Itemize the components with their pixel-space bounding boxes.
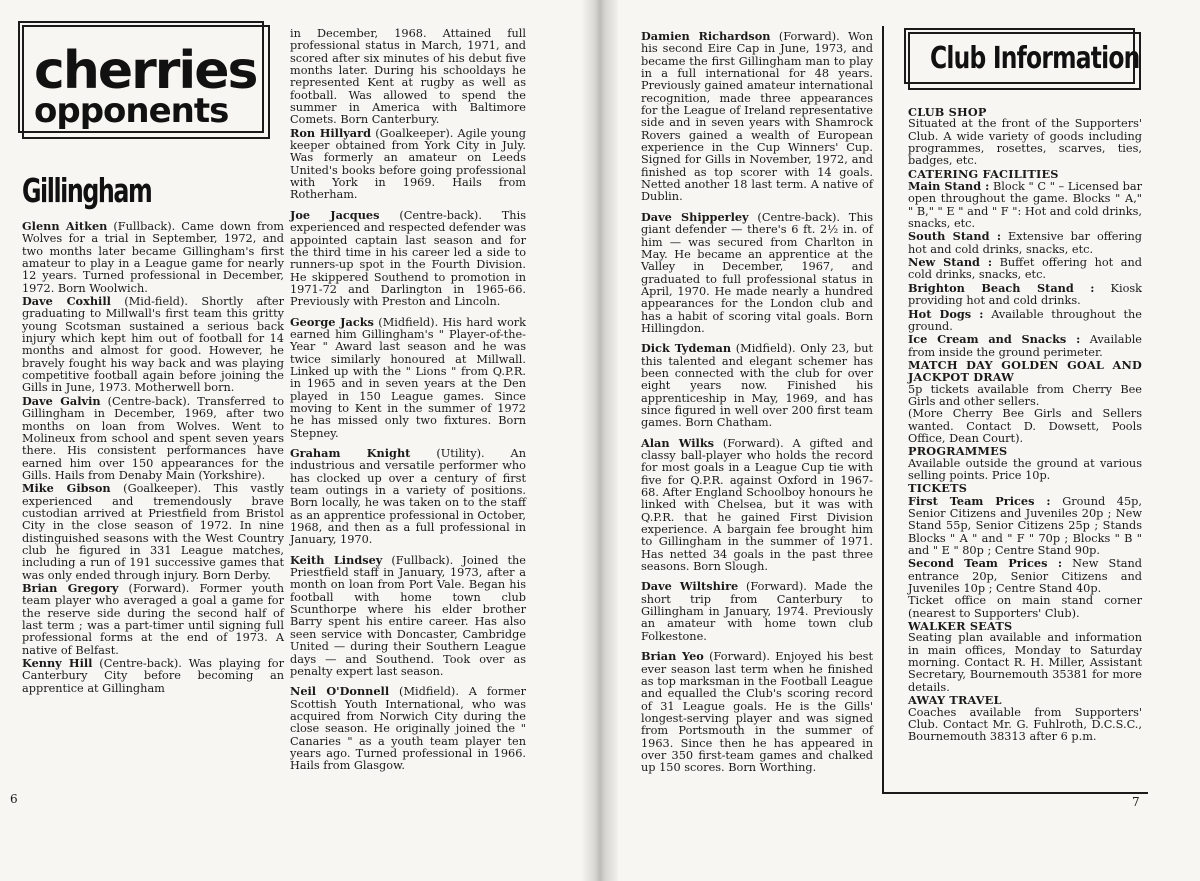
player-entry [641,437,873,574]
player-bio: (Forward). Former youth team player who averaged a goal a game for the reserve side during the second half of last term ; was a part-timer until signing full professional forms at the end of 1973. A native of Belfast. [22,581,285,657]
logo-line-1: cherries [34,41,257,101]
page-gutter [582,0,618,881]
player-name: Dave Coxhill [22,294,111,309]
right-column-1 [641,30,873,775]
club-info-item [908,333,1142,359]
player-entry [290,554,526,678]
player-name: Ron Hillyard [290,125,371,140]
club-info-text: 5p tickets available from Cherry Bee Girls and other sellers. [908,382,1142,408]
player-bio: (Forward). Enjoyed his best ever season last term when he finished as top marksman in the Football League and equalled the Club's scoring record of 31 League goals. He is the Gills' longest-serving player and was signed from Portsmouth in the summer of 1963. Since then he has appeared in over 350 first-team games and chalked up 150 scores. Born Worthing. [641,650,874,775]
player-bio: (Forward). Won his second Eire Cap in June, 1973, and became the first Gillingham man to play in a full international for 48 years. Previously gained amateur international recognition, made three appearances for the League of Ireland representative side and in seven years with Shamrock Rovers gained a wealth of European experience in the Cup Winners' Cup. Signed for Gills in November, 1972, and finished as top scorer with 14 goals. Netted another 18 last term. A native of Dublin. [641,30,874,204]
player-entry [290,209,526,309]
player-entry [290,316,526,440]
player-name: Damien Richardson [641,29,771,43]
club-info-item [908,256,1142,282]
player-bio: (Midfield). A former Scottish Youth International, who was acquired from Norwich City during the close season. He originally joined the " Canaries " as a youth team player ten years ago. Turned professional in 1966. Hails from Glasgow. [290,685,527,773]
club-info-item [908,408,1142,445]
player-bio: (Midfield). His hard work earned him Gillingham's " Player-of-the-Year " Award last season and he was twice similarly honoured at Millwall. Linked up with the " Lions " from Q.P.R. in 1965 and in seven years at the Den played in 150 League games. Since moving to Kent in the summer of 1972 he has missed only two fixtures. Born Stepney. [290,315,527,440]
player-entry [22,582,284,657]
club-info-item [908,308,1142,334]
player-name: Brian Gregory [22,580,119,595]
club-info-label: Hot Dogs : [908,306,984,321]
club-info-heading: PROGRAMMES [908,444,1008,459]
player-entry [22,220,284,295]
club-info-heading: AWAY TRAVEL [908,693,1002,708]
player-entry [290,447,526,547]
player-entry [641,30,873,204]
player-name: Dave Shipperley [641,209,749,224]
club-info-item [908,282,1142,308]
club-info-item [908,557,1142,595]
club-info-text: (More Cherry Bee Girls and Sellers wanted. Contact D. Dowsett, Pools Office, Dean Court). [908,407,1142,445]
player-entry [22,395,284,482]
player-name: Joe Jacques [290,207,380,222]
club-info-heading: WALKER SEATS [908,619,1013,634]
left-column-1 [22,220,284,695]
club-info-text: Kiosk providing hot and cold drinks. [908,281,1143,308]
club-info-text: Ticket office on main stand corner (nearest to Supporters' Club). [908,594,1142,620]
club-info-text: Available outside the ground at various selling points. Price 10p. [908,456,1142,482]
club-info-text: Situated at the front of the Supporters' Club. A wide variety of goods including programmes, rosettes, scarves, ties, badges, etc. [908,117,1142,168]
player-entry [22,657,284,695]
club-info-item [908,495,1142,558]
player-entry [641,342,873,429]
player-entry [290,127,526,202]
club-info-heading: TICKETS [908,481,968,496]
player-entry [641,580,873,643]
player-name: Brian Yeo [641,649,704,664]
team-name-heading: Gillingham [22,171,152,210]
club-info-heading: CLUB SHOP [908,105,987,119]
club-info-text: Coaches available from Supporters' Club. Contact Mr. G. Fuhlroth, D.C.S.C., Bournemouth 38313 after 6 p.m. [908,705,1142,744]
club-info-label: South Stand : [908,229,1001,244]
club-info-text: Buffet offering hot and cold drinks, snacks, etc. [908,256,1142,282]
club-info-item [908,384,1142,409]
player-bio: (Centre-back). This giant defender — there's 6 ft. 2½ in. of him — was secured from Charlton in May. He became an apprentice at the Valley in December, 1967, and graduated to full professional status in April, 1970. He made nearly a hundred appearances for the London club and has a habit of scoring vital goals. Born Hillingdon. [641,210,874,335]
club-info-text: Ground 45p, Senior Citizens and Juveniles 20p ; New Stand 55p, Senior Citizens 25p ; Stands Blocks " A " and " F " 70p ; Blocks " B " and " E " 80p ; Centre Stand 90p. [908,494,1142,558]
player-name: Dave Galvin [22,393,101,408]
player-name: Mike Gibson [22,481,111,496]
player-entry [22,295,284,395]
club-information-title: Club Information [930,41,1140,76]
club-info-text: Block " C " – Licensed bar open throughout the game. Blocks " A," " B," " E " and " F ": Hot and cold drinks, snacks, etc. [908,180,1142,231]
player-bio: (Fullback). Came down from Wolves for a trial in September, 1972, and two months later became Gillingham's first amateur to play in a League game for nearly 12 years. Turned professional in December, 1972. Born Woolwich. [22,220,285,295]
player-entry [641,211,873,335]
club-info-label: Second Team Prices : [908,556,1063,571]
left-column-2 [290,28,526,773]
club-info-text: Available from inside the ground perimeter. [908,333,1142,359]
player-bio: (Centre-back). This experienced and respected defender was appointed captain last season and for the third time in his career led a side to runners-up spot in the Fourth Division. He skippered Southend to promotion in 1971-72 and Darlington in 1965-66. Previously with Preston and Lincoln. [290,208,526,309]
player-name: Glenn Aitken [22,219,108,233]
club-info-item [908,118,1142,167]
cherries-opponents-logo [22,25,270,139]
player-name: George Jacks [290,314,374,329]
player-bio: in December, 1968. Attained full professional status in March, 1971, and scored after six minutes of his debut five months later. During his schooldays he represented Kent at rugby as well as football. Was allowed to spend the summer in America with Baltimore Comets. Born Canterbury. [290,27,526,127]
club-info-label: New Stand : [908,255,993,270]
player-entry [290,685,526,772]
club-info-label: Ice Cream and Snacks : [908,332,1081,347]
club-info-text: Extensive bar offering hot and cold drinks, snacks, etc. [908,230,1142,256]
player-name: Dick Tydeman [641,341,732,356]
club-info-frame-left [882,26,884,794]
player-bio: (Forward). Made the short trip from Canterbury to Gillingham in January, 1974. Previously an amateur with home town club Folkestone. [641,580,873,643]
club-info-label: Main Stand : [908,179,990,194]
player-bio: (Forward). A gifted and classy ball-player who holds the record for most goals in a League Cup tie with five for Q.P.R. against Oxford in 1967-68. After England Schoolboy honours he linked with Chelsea, but it was with Q.P.R. that he gained First Division experience. A bargain fee brought him to Gillingham in the summer of 1971. Has netted 34 goals in the past three seasons. Born Slough. [641,436,873,574]
club-info-item [908,707,1142,744]
player-name: Dave Wiltshire [641,579,739,594]
club-info-item [908,180,1142,230]
player-entry [290,28,526,127]
player-name: Alan Wilks [641,435,714,450]
club-info-item [908,632,1142,694]
player-bio: (Fullback). Joined the Priestfield staff in January, 1973, after a month on loan from Port Vale. Began his football with home town club Scunthorpe where his elder brother Barry spent his entire career. Has also seen service with Doncaster, Cambridge United — during their Southern League days — and Southend. Took over as penalty expert last season. [290,553,526,678]
player-bio: (Utility). An industrious and versatile performer who has clocked up over a century of first team outings in a variety of positions. Born locally, he was taken on to the staff as an apprentice professional in October, 1968, and then as a full professional in January, 1970. [290,447,526,547]
club-info-text: Seating plan available and information in main offices, Monday to Saturday morning. Contact R. H. Miller, Assistant Secretary, Bournemouth 35381 for more details. [908,631,1142,694]
player-bio: (Centre-back). Was playing for Canterbury City before becoming an apprentice at Gillingham [22,657,284,695]
player-bio: (Midfield). Only 23, but this talented and elegant schemer has been connected with the club for over eight years now. Finished his apprenticeship in May, 1969, and has since figured in well over 200 first team games. Born Chatham. [641,342,874,430]
club-info-text: New Stand entrance 20p, Senior Citizens and Juveniles 10p ; Centre Stand 40p. [908,557,1143,596]
player-name: Keith Lindsey [290,552,383,567]
club-info-text: Available throughout the ground. [908,307,1142,333]
club-info-item [908,230,1142,256]
club-info-label: First Team Prices : [908,493,1051,508]
club-info-heading: CATERING FACILITIES [908,166,1059,181]
player-name: Neil O'Donnell [290,684,390,699]
player-entry [22,482,284,582]
player-entry [641,650,873,774]
player-bio: (Mid-field). Shortly after graduating to Millwall's first team this gritty young Scotsman sustained a serious back injury which kept him out of football for 14 months and almost for good. However, he bravely fought his way back and was playing competitive football again before joining the Gills in June, 1973. Motherwell born. [22,295,284,395]
page-number-right: 7 [1132,795,1140,809]
player-bio: (Centre-back). Transferred to Gillingham in December, 1969, after two months on loan from Wolves. Went to Molineux from school and spent seven years there. His consistent performances have earned him over 150 appearances for the Gills. Hails from Denaby Main (Yorkshire). [22,394,284,482]
club-info-item [908,595,1142,620]
player-bio: (Goalkeeper). Agile young keeper obtained from York City in July. Was formerly an amateur on Leeds United's books before going professional with York in 1969. Hails from Rotherham. [290,126,527,202]
player-name: Graham Knight [290,446,411,460]
player-bio: (Goalkeeper). This vastly experienced and tremendously brave custodian arrived at Priestfield from Bristol City in the close season of 1972. In nine distinguished seasons with the West Country club he figured in 331 League matches, including a run of 191 successive games that was only ended through injury. Born Derby. [22,482,284,582]
club-info-label: Brighton Beach Stand : [908,280,1095,295]
player-name: Kenny Hill [22,656,93,671]
club-info-heading: MATCH DAY GOLDEN GOAL AND JACKPOT DRAW [908,357,1142,385]
page-number-left: 6 [10,792,18,806]
club-info-item [908,458,1142,483]
club-information-column [908,106,1142,744]
club-info-frame-bottom [882,792,1148,794]
logo-line-2: opponents [34,91,229,131]
